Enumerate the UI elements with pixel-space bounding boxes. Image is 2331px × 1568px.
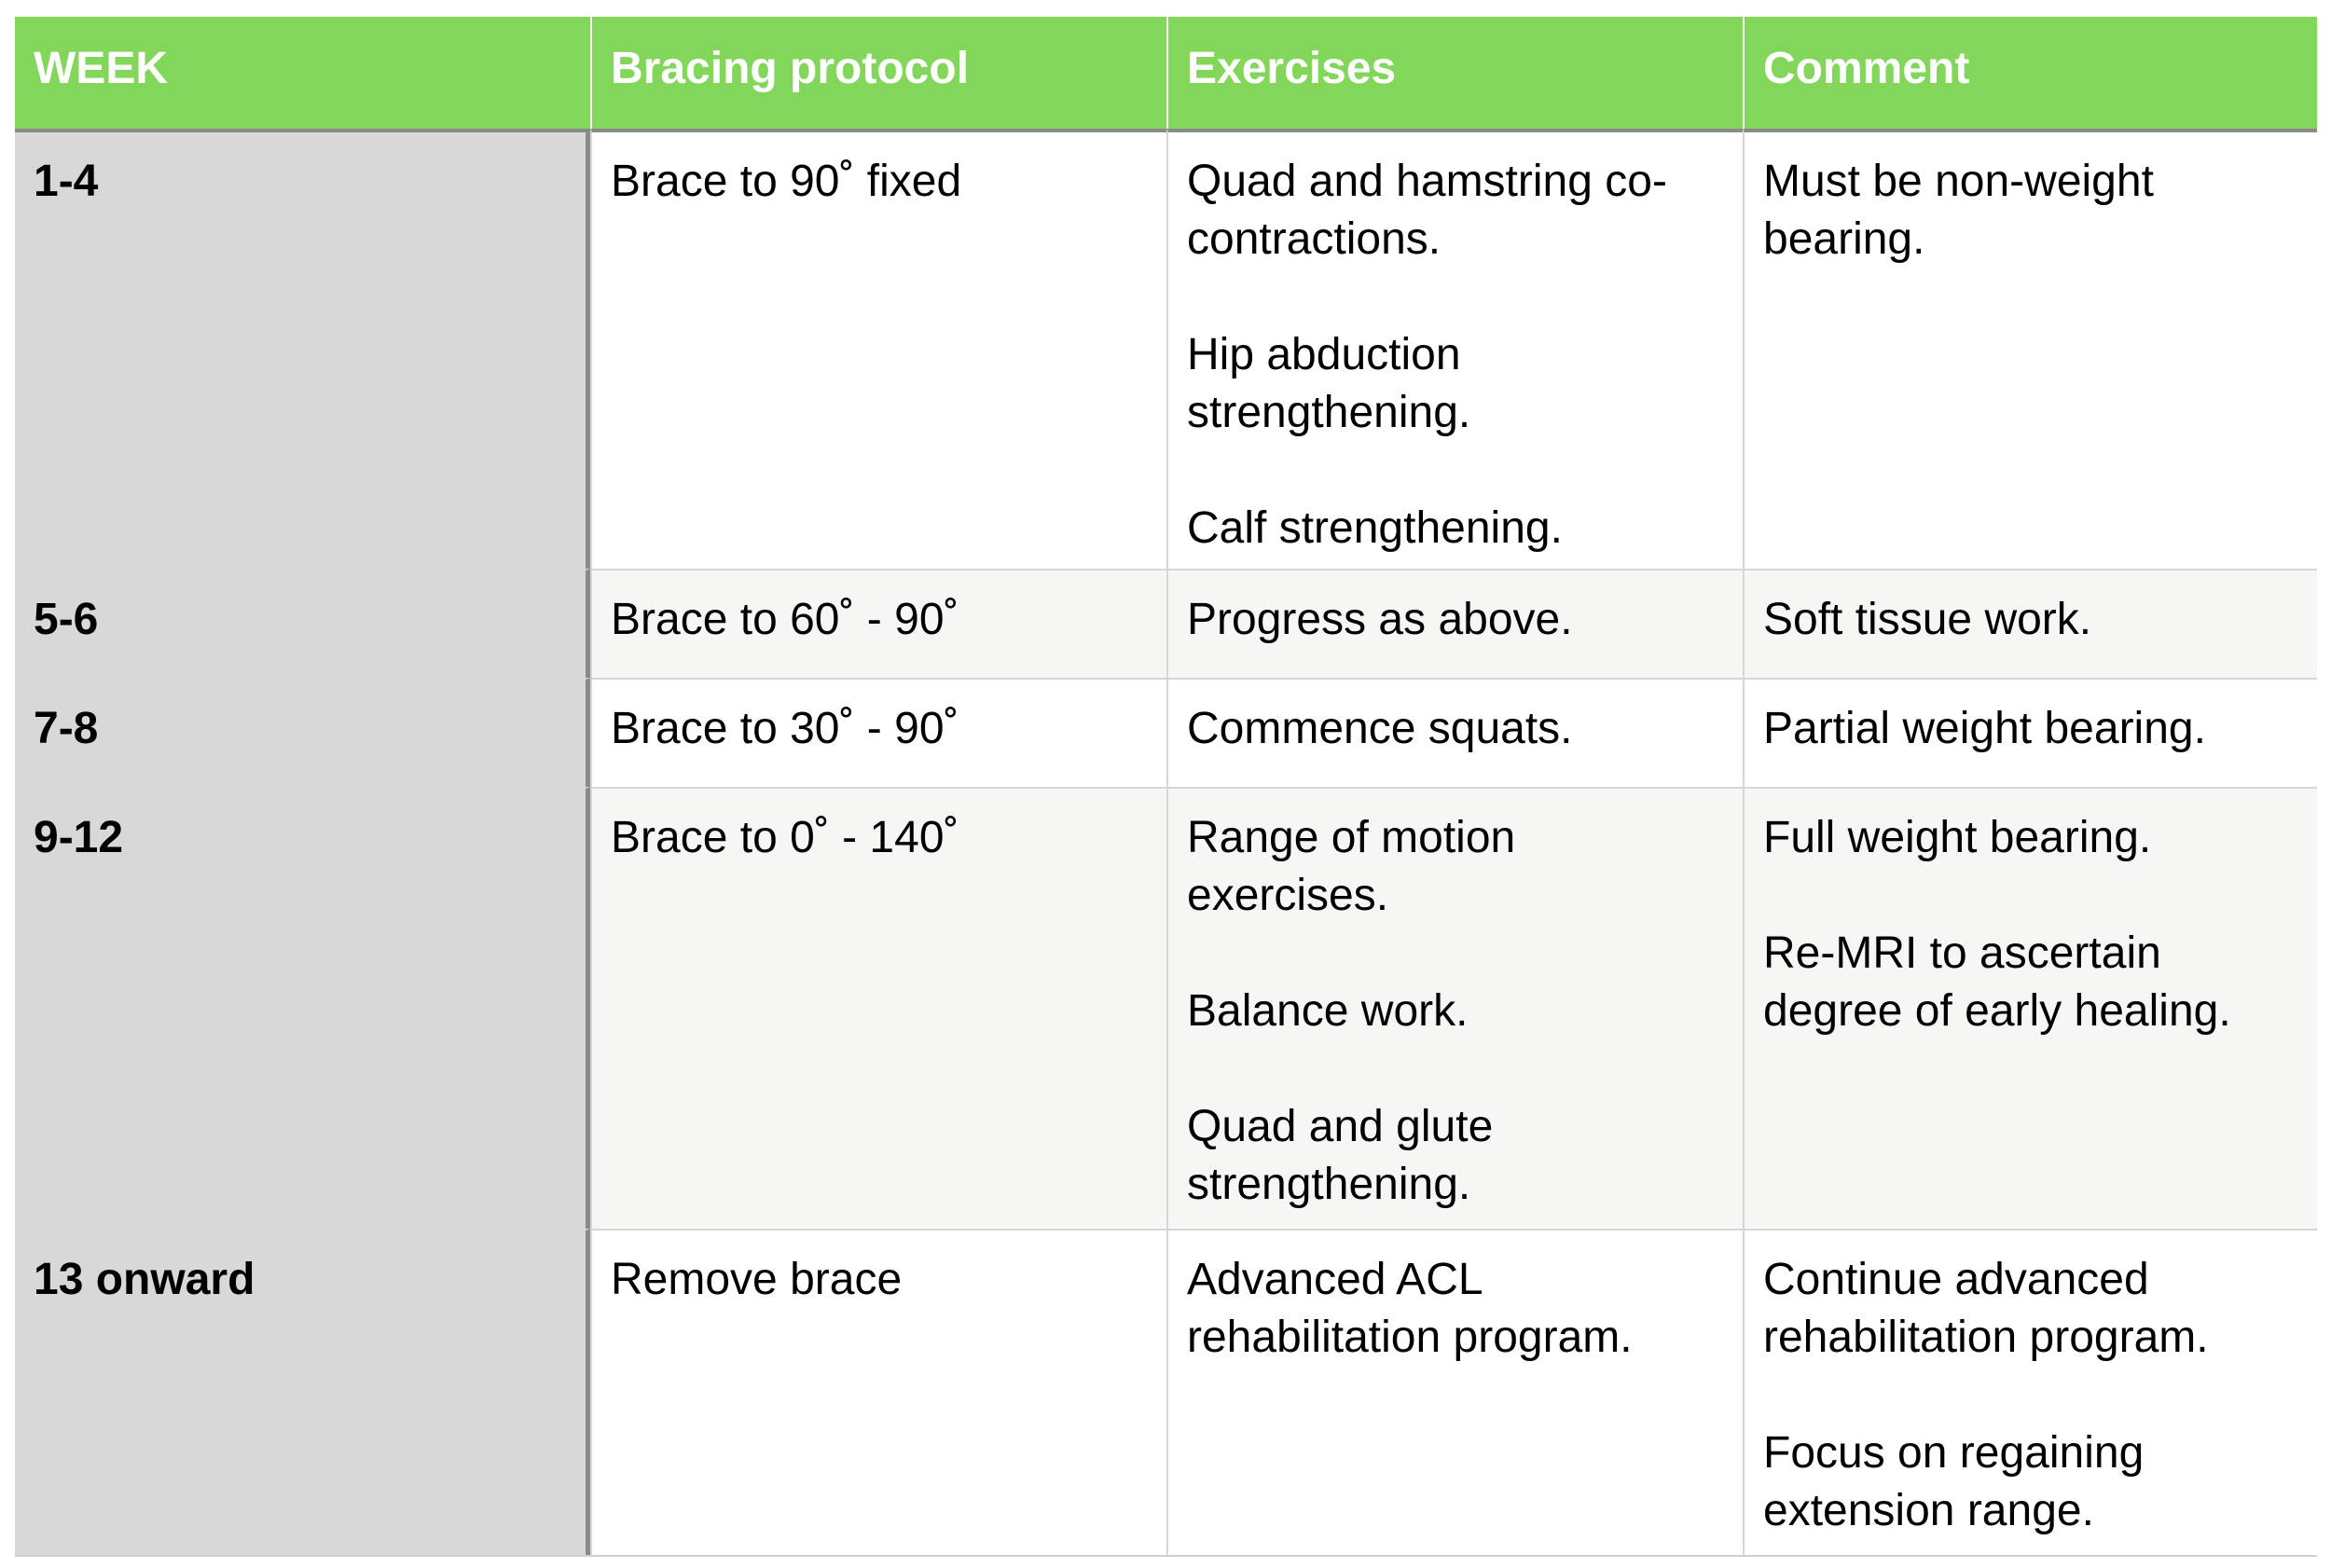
- bracing-text: Brace to 30˚ - 90˚: [611, 704, 959, 753]
- comment-item: Partial weight bearing.: [1763, 704, 2206, 753]
- comment-cell: [1743, 569, 2317, 678]
- week-cell: 1-4: [15, 129, 590, 569]
- bracing-cell: [590, 787, 1166, 1229]
- exercise-item: Balance work.: [1187, 986, 1469, 1036]
- week-cell: 7-8: [15, 678, 590, 787]
- comment-cell: [1743, 787, 2317, 1229]
- exercise-item: Quad and hamstring co-contractions.: [1187, 157, 1667, 264]
- header-bracing-protocol: Bracing protocol: [590, 17, 1166, 129]
- comment-item: Re-MRI to ascertain degree of early healing.: [1763, 928, 2231, 1036]
- comment-item: Focus on regaining extension range.: [1763, 1428, 2145, 1535]
- bracing-text: Brace to 60˚ - 90˚: [611, 595, 959, 644]
- bracing-text: Remove brace: [611, 1255, 903, 1304]
- rehab-protocol-table: [15, 17, 2317, 1557]
- bracing-text: Brace to 0˚ - 140˚: [611, 813, 959, 862]
- bracing-cell: [590, 678, 1166, 787]
- header-week: WEEK: [15, 17, 590, 129]
- exercises-cell: [1166, 129, 1743, 569]
- header-exercises: Exercises: [1166, 17, 1743, 129]
- comment-item: Full weight bearing.: [1763, 813, 2152, 862]
- exercise-item: Advanced ACL rehabilitation program.: [1187, 1255, 1633, 1362]
- exercise-item: Calf strengthening.: [1187, 503, 1563, 553]
- comment-cell: [1743, 678, 2317, 787]
- comment-cell: [1743, 129, 2317, 569]
- exercises-cell: [1166, 569, 1743, 678]
- exercise-item: Progress as above.: [1187, 595, 1573, 644]
- exercise-item: Hip abduction strengthening.: [1187, 330, 1471, 437]
- week-cell: 9-12: [15, 787, 590, 1229]
- bracing-cell: [590, 1229, 1166, 1555]
- bracing-cell: [590, 569, 1166, 678]
- week-cell: 13 onward: [15, 1229, 590, 1555]
- comment-item: Soft tissue work.: [1763, 595, 2092, 644]
- exercise-item: Quad and glute strengthening.: [1187, 1102, 1494, 1209]
- comment-cell: [1743, 1229, 2317, 1555]
- exercises-cell: [1166, 1229, 1743, 1555]
- bracing-text: Brace to 90˚ fixed: [611, 157, 962, 206]
- bracing-cell: [590, 129, 1166, 569]
- week-cell: 5-6: [15, 569, 590, 678]
- exercises-cell: [1166, 678, 1743, 787]
- exercise-item: Commence squats.: [1187, 704, 1573, 753]
- exercises-cell: [1166, 787, 1743, 1229]
- exercise-item: Range of motion exercises.: [1187, 813, 1516, 920]
- comment-item: Continue advanced rehabilitation program.: [1763, 1255, 2209, 1362]
- comment-item: Must be non-weight bearing.: [1763, 157, 2154, 264]
- header-comment: Comment: [1743, 17, 2317, 129]
